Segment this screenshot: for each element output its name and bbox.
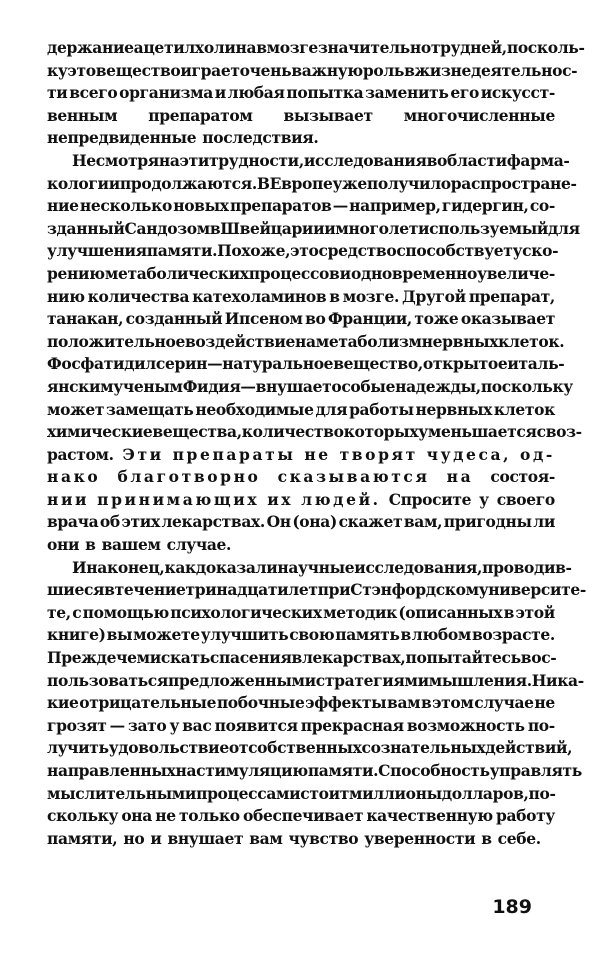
word: и — [150, 828, 162, 848]
word: в — [209, 218, 221, 238]
word: в — [85, 535, 96, 555]
word: качественную — [366, 806, 493, 826]
text-line — [47, 828, 555, 851]
word: прекрасная — [300, 715, 404, 735]
word: вам, — [403, 512, 443, 532]
word: на — [158, 150, 180, 170]
text-line — [47, 286, 555, 309]
word: чудеса, — [426, 444, 512, 464]
word: возрасте. — [471, 625, 555, 645]
word: Сандозом — [124, 218, 210, 238]
word: у — [479, 489, 489, 509]
word: можете — [133, 625, 200, 645]
word: Похоже, — [217, 241, 291, 261]
word: ти — [47, 83, 68, 103]
word: надежды, — [395, 376, 481, 396]
word: новых — [173, 196, 229, 216]
text-line — [47, 805, 555, 828]
word: ученым — [113, 376, 183, 396]
word: лучить — [47, 738, 109, 758]
word: людей. — [301, 489, 381, 509]
word: эффекты — [305, 693, 387, 713]
word: посколь- — [506, 38, 585, 57]
word: не — [534, 693, 555, 713]
word: их — [267, 489, 294, 509]
word: процессами — [196, 783, 301, 803]
word: в — [420, 693, 432, 713]
word: всего — [69, 83, 118, 103]
word: попытка — [286, 83, 364, 103]
text-line — [47, 715, 555, 738]
word: улучшить — [200, 625, 289, 645]
word: скажет — [338, 512, 403, 532]
word: как — [164, 557, 196, 577]
word: италь- — [507, 354, 565, 374]
word: Способность — [378, 761, 490, 780]
word: процессов — [248, 263, 340, 283]
text-line — [47, 150, 570, 173]
word: мышления. — [428, 670, 532, 690]
text-line — [47, 331, 565, 354]
word: клеток. — [498, 331, 565, 351]
word: кологии — [47, 173, 120, 193]
word: ли — [533, 512, 555, 532]
word: области — [437, 150, 507, 170]
word: методик — [323, 602, 397, 622]
word: только — [178, 806, 240, 826]
word: распростране- — [450, 173, 577, 193]
word: тринадцати — [185, 580, 289, 600]
word: отрицательные — [79, 693, 217, 713]
word: памяти, — [47, 828, 118, 848]
word: (описанных — [398, 602, 503, 622]
word: от — [228, 738, 249, 758]
word: в — [404, 60, 415, 80]
word: Спросите — [388, 489, 472, 509]
word: в — [291, 648, 302, 668]
word: по- — [527, 715, 555, 735]
word: воз- — [545, 422, 582, 442]
word: зато — [127, 715, 167, 735]
word: лет — [388, 218, 418, 238]
word: у — [169, 715, 180, 735]
word: свою — [289, 625, 335, 645]
word: замещать — [106, 399, 194, 419]
word: скольку — [47, 806, 119, 826]
word: роль — [362, 60, 405, 80]
text-line — [47, 353, 565, 376]
word: Эти — [122, 444, 164, 464]
word: память — [335, 625, 400, 645]
word: уже — [332, 173, 367, 193]
word: нии — [47, 489, 90, 509]
word: лекарствах. — [161, 512, 265, 532]
word: этой — [515, 602, 555, 622]
text-line — [47, 60, 578, 83]
word: несколько — [79, 196, 172, 216]
text-line — [47, 511, 555, 534]
word: помощью — [82, 602, 169, 622]
word: клеток — [493, 399, 555, 419]
word: нервных — [415, 399, 493, 419]
text-line — [47, 602, 555, 625]
word: не — [304, 444, 331, 464]
word: — — [207, 354, 223, 374]
word: течение — [114, 580, 186, 600]
word: очень — [239, 60, 292, 80]
word: исследования, — [354, 557, 483, 577]
word: играет — [180, 60, 240, 80]
word: Фосфатидилсерин — [47, 354, 208, 374]
word: Стэнфордском — [350, 580, 479, 600]
word: в — [481, 828, 492, 848]
word: — — [109, 715, 125, 735]
word: поскольку — [480, 376, 573, 396]
word: вос- — [520, 648, 557, 668]
word: удовольствие — [108, 738, 229, 758]
word: внушает — [167, 828, 244, 848]
word: созданный — [125, 309, 223, 329]
word: вам — [249, 828, 283, 848]
word: исследования — [303, 150, 427, 170]
word: Франции, — [327, 309, 412, 329]
word: од- — [520, 444, 555, 464]
word: сознательных — [361, 738, 486, 758]
word: стратегиями — [315, 670, 429, 690]
word: янским — [47, 376, 114, 396]
text-line — [47, 737, 573, 760]
word: своего — [496, 489, 555, 509]
word: при — [317, 580, 351, 600]
word: стимуляцию — [196, 761, 308, 780]
word: по- — [528, 783, 556, 803]
word: нервных — [421, 331, 499, 351]
word: трудней, — [430, 38, 507, 57]
word: катехоламинов — [192, 286, 327, 306]
word: в — [426, 150, 438, 170]
word: они — [47, 535, 80, 555]
word: трудности, — [209, 150, 304, 170]
word: управлять — [489, 761, 582, 780]
word: растом. — [47, 444, 114, 464]
word: жизнедеятельнос- — [414, 60, 578, 80]
word: количества — [87, 286, 190, 306]
text-line — [47, 579, 586, 602]
word: попытайтесь — [405, 648, 521, 668]
word: этом — [432, 693, 474, 713]
word: Ипсеном — [224, 309, 303, 329]
word: метаболических — [104, 263, 249, 283]
text-line — [47, 670, 584, 693]
word: уско- — [512, 241, 559, 261]
word: проводив- — [482, 557, 572, 577]
word: особые — [331, 376, 396, 396]
word: любая — [227, 83, 285, 103]
word: но — [123, 828, 145, 848]
word: возможность — [406, 715, 525, 735]
word: Прежде — [47, 648, 117, 668]
word: направленных — [47, 761, 176, 780]
text-line — [47, 173, 577, 196]
word: долларов, — [441, 783, 529, 803]
text-line — [47, 557, 572, 580]
word: улучшения — [47, 241, 147, 261]
word: лекарствах, — [301, 648, 406, 668]
word: университе- — [478, 580, 586, 600]
word: научные — [277, 557, 355, 577]
word: во — [305, 309, 326, 329]
word: для — [315, 399, 348, 419]
word: наконец, — [86, 557, 165, 577]
text-line — [47, 466, 555, 489]
word: доказали — [195, 557, 278, 577]
word: памяти. — [307, 761, 379, 780]
text-line — [47, 308, 555, 331]
word: фарма- — [506, 150, 570, 170]
word: шиеся — [47, 580, 105, 600]
word: вашем — [101, 535, 161, 555]
word: одновременно — [350, 263, 477, 283]
word: нию — [47, 286, 85, 306]
word: предложенными — [168, 670, 316, 690]
word: ку — [47, 60, 68, 80]
word: Ника- — [531, 670, 584, 690]
word: которых — [343, 422, 419, 442]
word: Несмотря — [72, 150, 159, 170]
word: этих — [121, 512, 160, 532]
word: на — [295, 331, 316, 351]
word: препарат, — [468, 286, 555, 306]
page-number: 189 — [492, 896, 532, 918]
word: она — [121, 806, 152, 826]
word: оказывает — [460, 309, 555, 329]
word: мозге — [266, 38, 318, 57]
word: не — [155, 806, 176, 826]
text-line — [47, 783, 555, 806]
word: мыслительными — [47, 783, 197, 803]
word: вы — [106, 625, 133, 645]
word: получило — [366, 173, 451, 193]
word: натуральное — [222, 354, 334, 374]
word: препаратом — [148, 105, 253, 125]
word: это — [67, 60, 96, 80]
text-line — [47, 399, 555, 422]
word: действий, — [485, 738, 573, 758]
word: внушает — [255, 376, 332, 396]
word: книге) — [47, 625, 106, 645]
word: химические — [47, 422, 153, 442]
word: и — [214, 83, 226, 103]
word: об — [99, 512, 120, 532]
word: открытое — [422, 354, 508, 374]
word: танакан, — [47, 309, 124, 329]
word: это — [290, 241, 319, 261]
word: работу — [495, 806, 555, 826]
word: вещество — [95, 60, 181, 80]
text-line — [47, 127, 555, 150]
text-line — [47, 534, 555, 557]
word: Другой — [402, 286, 466, 306]
text-line — [47, 37, 585, 60]
word: В — [256, 173, 270, 193]
word: в — [256, 38, 267, 57]
text-line — [47, 376, 573, 399]
text-line — [47, 489, 555, 512]
word: побочные — [216, 693, 305, 713]
word: с — [72, 602, 82, 622]
word: обеспечивает — [243, 806, 364, 826]
word: искать — [149, 648, 210, 668]
word: метаболизм — [315, 331, 422, 351]
word: для — [548, 218, 580, 238]
word: эти — [179, 150, 210, 170]
text-line — [47, 444, 555, 467]
word: памяти. — [146, 241, 218, 261]
word: грозят — [47, 715, 107, 735]
word: и — [339, 263, 351, 283]
word: увеличе- — [477, 263, 555, 283]
text-line — [47, 105, 555, 128]
word: заменить — [365, 83, 449, 103]
word: сказываются — [277, 467, 430, 487]
word: себе. — [497, 828, 541, 848]
word: случае — [474, 693, 534, 713]
word: количество — [241, 422, 344, 442]
word: нако — [47, 467, 101, 487]
word: кие — [47, 693, 79, 713]
word: стоит — [300, 783, 350, 803]
word: Швейцарии — [220, 218, 325, 238]
word: в — [400, 625, 411, 645]
word: пользоваться — [47, 670, 168, 690]
text-line — [47, 82, 555, 105]
word: (она) — [292, 512, 337, 532]
word: — — [332, 196, 348, 216]
word: продолжаются. — [119, 173, 257, 193]
word: зданный — [47, 218, 125, 238]
word: собственных — [248, 738, 362, 758]
word: гидергин, — [441, 196, 529, 216]
word: значительно — [317, 38, 431, 57]
text-line — [47, 647, 555, 670]
word: Он — [266, 512, 291, 532]
word: психологических — [170, 602, 322, 622]
word: уменьшается — [418, 422, 537, 442]
word: любом — [411, 625, 472, 645]
word: чувство — [288, 828, 359, 848]
word: последствия. — [202, 128, 319, 148]
word: чем — [116, 648, 150, 668]
word: много — [335, 218, 389, 238]
word: вещество, — [333, 354, 423, 374]
word: с — [536, 422, 546, 442]
word: и — [324, 218, 336, 238]
word: благотворно — [117, 467, 261, 487]
word: И — [72, 557, 87, 577]
text-line — [47, 218, 580, 241]
word: вызывает — [283, 105, 373, 125]
word: творят — [339, 444, 418, 464]
word: — — [240, 376, 256, 396]
word: в — [329, 286, 340, 306]
word: ацетилхолина — [133, 38, 257, 57]
word: пригодны — [443, 512, 532, 532]
word: тоже — [414, 309, 459, 329]
word: используемый — [417, 218, 549, 238]
word: его — [450, 83, 479, 103]
word: работы — [349, 399, 414, 419]
word: венным — [47, 105, 118, 125]
word: врача — [47, 512, 99, 532]
word: важную — [291, 60, 363, 80]
word: вас — [182, 715, 212, 735]
word: воздействие — [185, 331, 296, 351]
body-text — [47, 37, 586, 850]
word: препаратов — [229, 196, 332, 216]
text-line — [47, 421, 582, 444]
word: вещества, — [152, 422, 242, 442]
text-line — [47, 195, 555, 218]
text-line — [47, 624, 555, 647]
word: на — [446, 467, 474, 487]
word: способствует — [396, 241, 513, 261]
word: вам — [387, 693, 421, 713]
word: Европе — [269, 173, 333, 193]
word: ние — [47, 196, 79, 216]
word: уверенности — [364, 828, 476, 848]
word: средство — [318, 241, 397, 261]
word: в — [503, 602, 515, 622]
word: со- — [529, 196, 555, 216]
word: случае. — [166, 535, 232, 555]
word: в — [104, 580, 115, 600]
word: те, — [47, 602, 71, 622]
word: появится — [214, 715, 298, 735]
word: миллионы — [349, 783, 442, 803]
word: положительное — [47, 331, 186, 351]
word: Фидия — [182, 376, 241, 396]
word: многочисленные — [403, 105, 555, 125]
word: искусст- — [480, 83, 555, 103]
word: может — [47, 399, 105, 419]
text-line — [47, 240, 559, 263]
word: лет — [288, 580, 318, 600]
word: держание — [47, 38, 134, 57]
text-line — [47, 692, 555, 715]
text-line — [47, 760, 582, 783]
text-line — [47, 263, 555, 286]
word: на — [175, 761, 197, 780]
word: необходимые — [195, 399, 314, 419]
word: препараты — [172, 444, 296, 464]
word: непредвиденные — [47, 128, 197, 148]
word: мозге. — [342, 286, 400, 306]
word: организма — [119, 83, 213, 103]
word: принимающих — [97, 489, 260, 509]
word: рению — [47, 263, 105, 283]
word: например, — [349, 196, 441, 216]
word: состоя- — [490, 467, 555, 487]
word: спасения — [209, 648, 292, 668]
